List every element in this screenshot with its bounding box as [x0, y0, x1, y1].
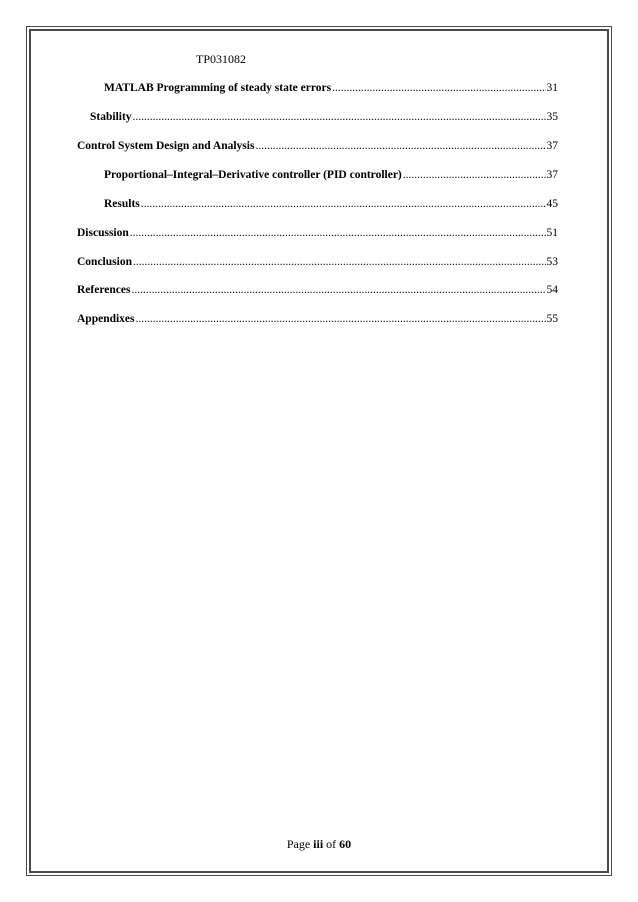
page-border-inner: [29, 29, 609, 873]
toc-entry-conclusion[interactable]: [77, 256, 558, 268]
toc-entry-label: Appendixes: [77, 313, 135, 325]
toc-entry-results[interactable]: [104, 198, 558, 210]
toc-entry-page: 54: [546, 284, 558, 296]
toc-entry-page: 37: [546, 169, 558, 181]
toc-entry-stability[interactable]: [90, 111, 558, 123]
toc-entry-page: 45: [546, 198, 558, 210]
toc-leader-dots: [141, 198, 546, 210]
toc-leader-dots: [255, 140, 545, 152]
toc-leader-dots: [136, 313, 546, 325]
footer-of: of: [326, 837, 337, 851]
footer-page-prefix: Page: [286, 837, 311, 851]
toc-entry-label: Stability: [90, 111, 132, 123]
toc-entry-page: 51: [546, 227, 558, 239]
toc-entry-page: 31: [546, 82, 558, 94]
toc-entry-page: 37: [546, 140, 558, 152]
page-footer: [0, 837, 638, 852]
toc-entry-matlab-steady-state[interactable]: [104, 82, 558, 94]
footer-total-pages: 60: [339, 837, 352, 851]
toc-entry-label: Results: [104, 198, 140, 210]
toc-entry-appendixes[interactable]: [77, 313, 558, 325]
toc-leader-dots: [403, 169, 546, 181]
toc-leader-dots: [133, 111, 546, 123]
toc-entry-label: Proportional–Integral–Derivative controller (PID controller): [104, 169, 402, 181]
toc-entry-control-system-design[interactable]: [77, 140, 558, 152]
toc-entry-discussion[interactable]: [77, 227, 558, 239]
footer-current-page: iii: [313, 837, 324, 851]
toc-entry-label: Control System Design and Analysis: [77, 140, 255, 152]
toc-entry-references[interactable]: [77, 284, 558, 296]
toc-entry-page: 55: [546, 313, 558, 325]
document-id: TP031082: [196, 52, 247, 66]
toc-leader-dots: [131, 284, 545, 296]
toc-entry-label: References: [77, 284, 131, 296]
toc-entry-label: Conclusion: [77, 256, 132, 268]
toc-entry-label: Discussion: [77, 227, 129, 239]
toc-entry-label: MATLAB Programming of steady state errors: [104, 82, 332, 94]
toc-entry-page: 35: [546, 111, 558, 123]
toc-leader-dots: [332, 82, 545, 94]
toc-entry-page: 53: [546, 256, 558, 268]
toc-leader-dots: [133, 256, 546, 268]
toc-entry-pid-controller[interactable]: [104, 169, 558, 181]
toc-leader-dots: [130, 227, 546, 239]
